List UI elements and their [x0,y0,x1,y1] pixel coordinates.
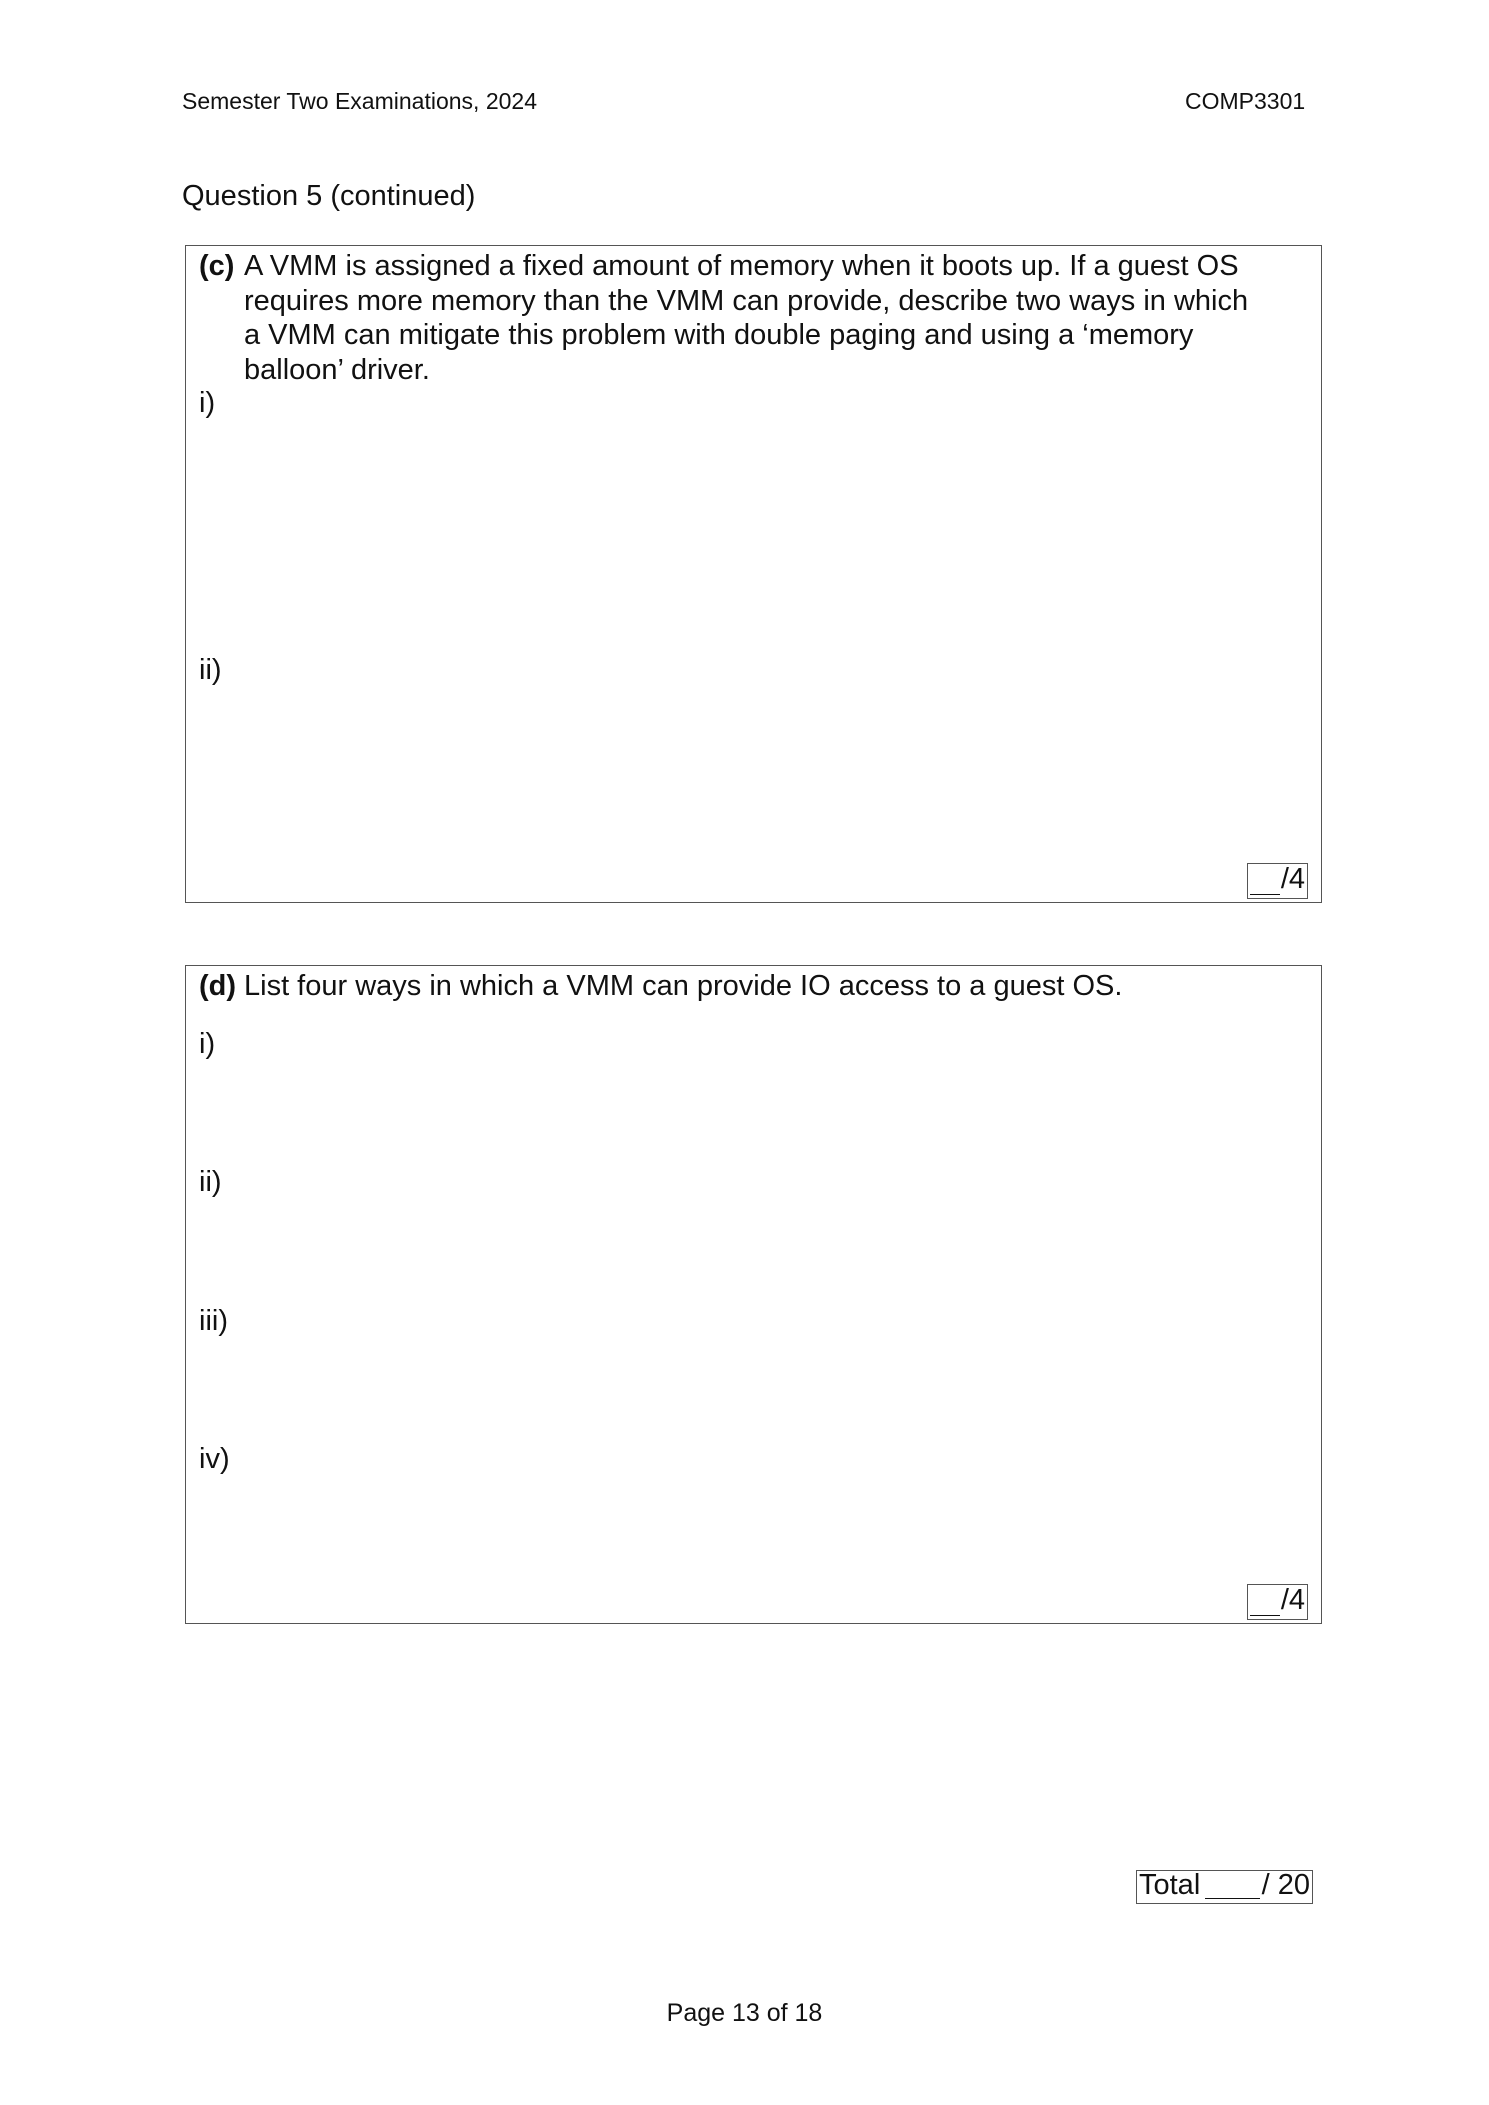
part-c-subpart-ii: ii) [199,654,222,686]
part-c-marks: /4 [1280,863,1305,895]
header-course-code: COMP3301 [1185,88,1306,114]
part-c-label: (c) [199,250,235,282]
part-c-line: requires more memory than the VMM can provide, describe two ways in which [244,284,1249,317]
header-course-exam: Semester Two Examinations, 2024 [182,88,537,114]
marks-blank-line [1250,1615,1280,1616]
part-d-subpart-i: i) [199,1028,216,1060]
part-c-subpart-i: i) [199,387,216,419]
part-c-line: a VMM can mitigate this problem with double paging and using a ‘memory [244,319,1194,351]
part-d-question-text: List four ways in which a VMM can provide IO access to a guest OS. [244,970,1123,1002]
part-d-subpart-ii: ii) [199,1166,222,1198]
part-c-answer-box[interactable] [185,245,1322,903]
part-c-line: A VMM is assigned a fixed amount of memory when it boots up. If a guest OS [244,250,1239,282]
total-value: / 20 [1261,1869,1310,1901]
part-d-label: (d) [199,970,237,1002]
question-title: Question 5 (continued) [182,180,476,212]
part-d-subpart-iv: iv) [199,1443,230,1475]
part-c-line: balloon’ driver. [244,353,430,386]
total-label: Total [1139,1869,1201,1901]
marks-blank-line [1250,894,1280,895]
part-c-question-text [244,249,1248,387]
part-d-subpart-iii: iii) [199,1305,228,1337]
part-c-marks-box [1247,863,1308,899]
part-d-marks: /4 [1280,1584,1305,1616]
part-d-answer-box[interactable] [185,965,1322,1624]
total-marks-box [1136,1870,1313,1904]
page-number: Page 13 of 18 [666,1999,823,2027]
total-blank-line [1205,1898,1260,1899]
part-d-marks-box [1247,1584,1308,1620]
